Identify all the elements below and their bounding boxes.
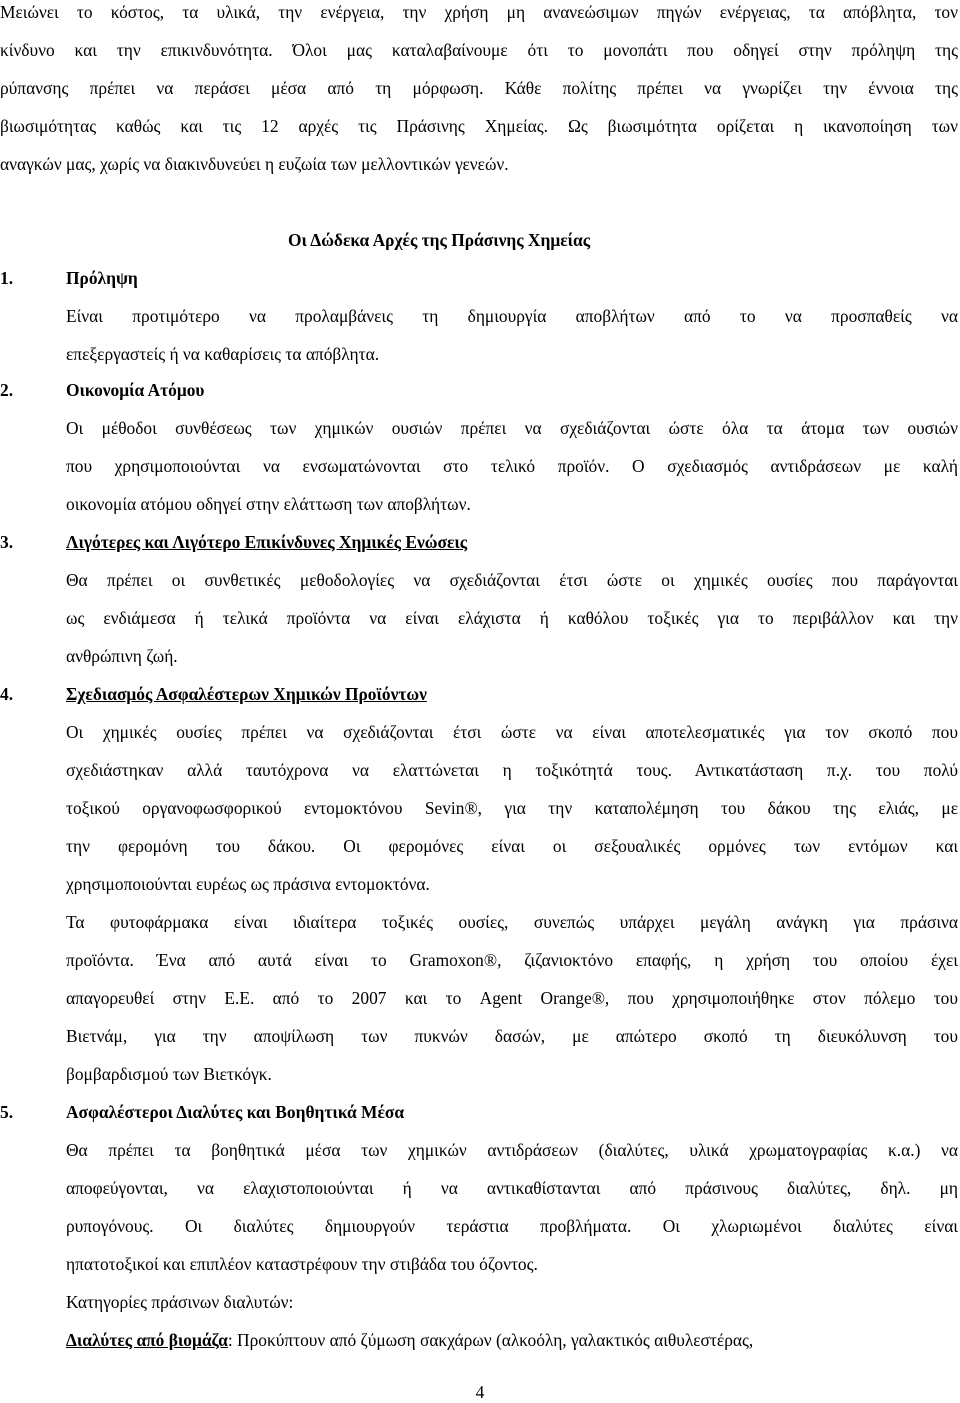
solvent-category-term: Διαλύτες από βιομάζα [66,1330,228,1350]
principle-text-line: τοξικού οργανοφωσφορικού εντομοκτόνου Sevin®, για την καταπολέμηση του δάκου της ελιάς, με [66,798,958,818]
principle-text-line: προϊόντα. Ένα από αυτά είναι το Gramoxon®, ζιζανιοκτόνο επαφής, η χρήση του οποίου έχει [66,950,958,970]
principle-title: Πρόληψη [66,268,138,288]
principle-text-line: Οι χημικές ουσίες πρέπει να σχεδιάζονται έτσι ώστε να είναι αποτελεσματικές για τον σκοπό που [66,722,958,742]
principle-text-line: ρυπογόνους. Οι διαλύτες δημιουργούν τεράστια προβλήματα. Οι χλωριωμένοι διαλύτες είναι [66,1216,958,1236]
principle-text-line: την φερομόνη του δάκου. Οι φερομόνες είναι οι σεξουαλικές ορμόνες των εντόμων και [66,836,958,856]
principle-text-line: ηπατοτοξικοί και επιπλέον καταστρέφουν την στιβάδα του όζοντος. [66,1254,538,1274]
principle-text-line: Θα πρέπει οι συνθετικές μεθοδολογίες να σχεδιάζονται έτσι ώστε οι χημικές ουσίες που παράγονται [66,570,958,590]
principle-title: Οικονομία Ατόμου [66,380,205,400]
principle-text-line: απαγορευθεί στην Ε.Ε. από το 2007 και το Agent Orange®, που χρησιμοποιήθηκε στον πόλεμο του [66,988,958,1008]
intro-line: ρύπανσης πρέπει να περάσει μέσα από τη μόρφωση. Κάθε πολίτης πρέπει να γνωρίζει την έννοια της [0,78,958,98]
principle-number: 2. [0,380,14,400]
section-title: Οι Δώδεκα Αρχές της Πράσινης Χημείας [288,230,591,250]
intro-line: αναγκών μας, χωρίς να διακινδυνεύει η ευζωία των μελλοντικών γενεών. [0,154,509,174]
solvent-category-line [66,1330,753,1351]
principle-text-line: Θα πρέπει τα βοηθητικά μέσα των χημικών αντιδράσεων (διαλύτες, υλικά χρωματογραφίας κ.α.) να [66,1140,958,1160]
principle-number: 3. [0,532,14,552]
principle-text-line: αποφεύγονται, να ελαχιστοποιούνται ή να αντικαθίστανται από πράσινους διαλύτες, δηλ. μη [66,1178,958,1198]
principle-title: Σχεδιασμός Ασφαλέστερων Χημικών Προϊόντων [66,684,427,704]
intro-line: Μειώνει το κόστος, τα υλικά, την ενέργεια, την χρήση μη ανανεώσιμων πηγών ενέργειας, τα απόβλητα, τον [0,2,958,22]
principle-title: Λιγότερες και Λιγότερο Επικίνδυνες Χημικές Ενώσεις [66,532,468,552]
principle-text-line: Τα φυτοφάρμακα είναι ιδιαίτερα τοξικές ουσίες, συνεπώς υπάρχει μεγάλη ανάγκη για πράσινα [66,912,958,932]
principle-number: 4. [0,684,14,704]
principle-number: 1. [0,268,14,288]
principle-title: Ασφαλέστεροι Διαλύτες και Βοηθητικά Μέσα [66,1102,405,1122]
principle-text-line: σχεδιάστηκαν αλλά ταυτόχρονα να ελαττώνεται η τοξικότητά τους. Αντικατάσταση π.χ. του πολύ [66,760,958,780]
principle-text-line: βομβαρδισμού των Βιετκόγκ. [66,1064,272,1084]
principle-text-line: Κατηγορίες πράσινων διαλυτών: [66,1292,294,1312]
principle-text-line: Οι μέθοδοι συνθέσεως των χημικών ουσιών πρέπει να σχεδιάζονται ώστε όλα τα άτομα των ουσιών [66,418,958,438]
principle-text-line: ως ενδιάμεσα ή τελικά προϊόντα να είναι ελάχιστα ή καθόλου τοξικές για το περιβάλλον και την [66,608,958,628]
principle-text-line: οικονομία ατόμου οδηγεί στην ελάττωση των αποβλήτων. [66,494,471,514]
solvent-category-text: : Προκύπτουν από ζύμωση σακχάρων (αλκοόλη, γαλακτικός αιθυλεστέρας, [227,1330,754,1350]
principle-text-line: Είναι προτιμότερο να προλαμβάνεις τη δημιουργία αποβλήτων από το να προσπαθείς να [66,306,958,326]
principle-text-line: ανθρώπινη ζωή. [66,646,178,666]
principle-text-line: που χρησιμοποιούνται να ενσωματώνονται στο τελικό προϊόν. Ο σχεδιασμός αντιδράσεων με καλή [66,456,958,476]
principle-text-line: χρησιμοποιούνται ευρέως ως πράσινα εντομοκτόνα. [66,874,430,894]
intro-line: κίνδυνο και την επικινδυνότητα. Όλοι μας καταλαβαίνουμε ότι το μονοπάτι που οδηγεί στην πρόληψη της [0,40,958,60]
page-number: 4 [475,1382,485,1402]
principle-text-line: επεξεργαστείς ή να καθαρίσεις τα απόβλητα. [66,344,380,364]
principle-text-line: Βιετνάμ, για την αποψίλωση των πυκνών δασών, με απώτερο σκοπό τη διευκόλυνση του [66,1026,958,1046]
principle-number: 5. [0,1102,14,1122]
intro-line: βιωσιμότητας καθώς και τις 12 αρχές τις Πράσινης Χημείας. Ως βιωσιμότητα ορίζεται η ικανοποίηση των [0,116,958,136]
